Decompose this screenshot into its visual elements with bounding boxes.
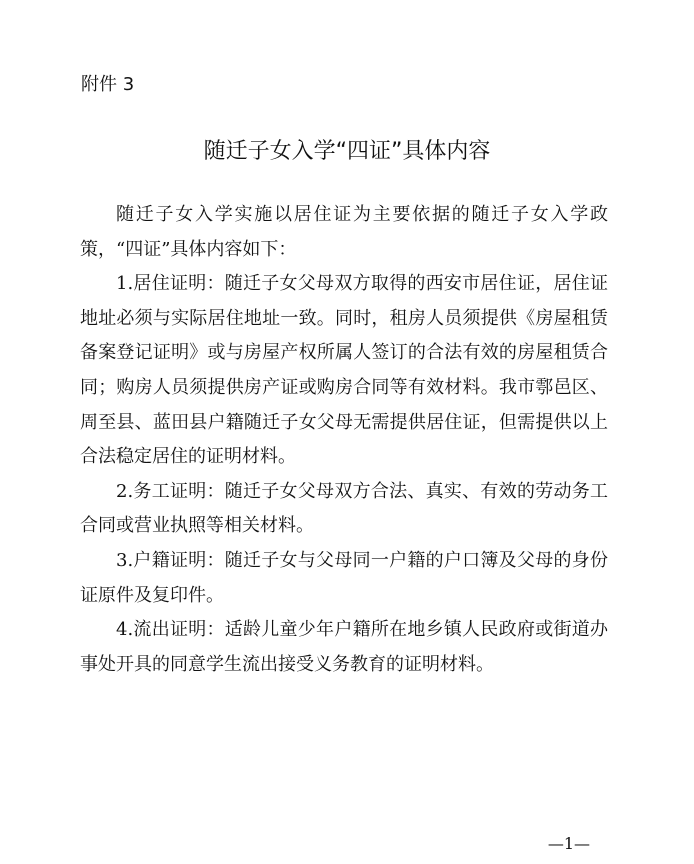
employment-proof-paragraph: 2.务工证明：随迁子女父母双方合法、真实、有效的劳动务工合同或营业执照等相关材料。 [80, 480, 608, 537]
document-title: 随迁子女入学“四证”具体内容 [203, 139, 491, 164]
household-registration-proof-paragraph: 3.户籍证明：随迁子女与父母同一户籍的户口簿及父母的身份证原件及复印件。 [80, 549, 608, 606]
attachment-label: 附件 3 [81, 74, 135, 95]
document-body [80, 198, 608, 682]
residence-proof-paragraph: 1.居住证明：随迁子女父母双方取得的西安市居住证，居住证地址必须与实际居住地址一致。同时，租房人员须提供《房屋租赁备案登记证明》或与房屋产权所属人签订的合法有效的房屋租赁合同；购房人员须提供房产证或购房合同等有效材料。我市鄠邑区、周至县、蓝田县户籍随迁子女父母无需提供居住证，但需提供以上合法稳定居住的证明材料。 [80, 273, 608, 468]
page-number: —1— [547, 834, 590, 853]
intro-paragraph: 随迁子女入学实施以居住证为主要依据的随迁子女入学政策，“四证”具体内容如下： [80, 204, 608, 260]
outflow-proof-paragraph: 4.流出证明：适龄儿童少年户籍所在地乡镇人民政府或街道办事处开具的同意学生流出接受义务教育的证明材料。 [80, 619, 608, 675]
